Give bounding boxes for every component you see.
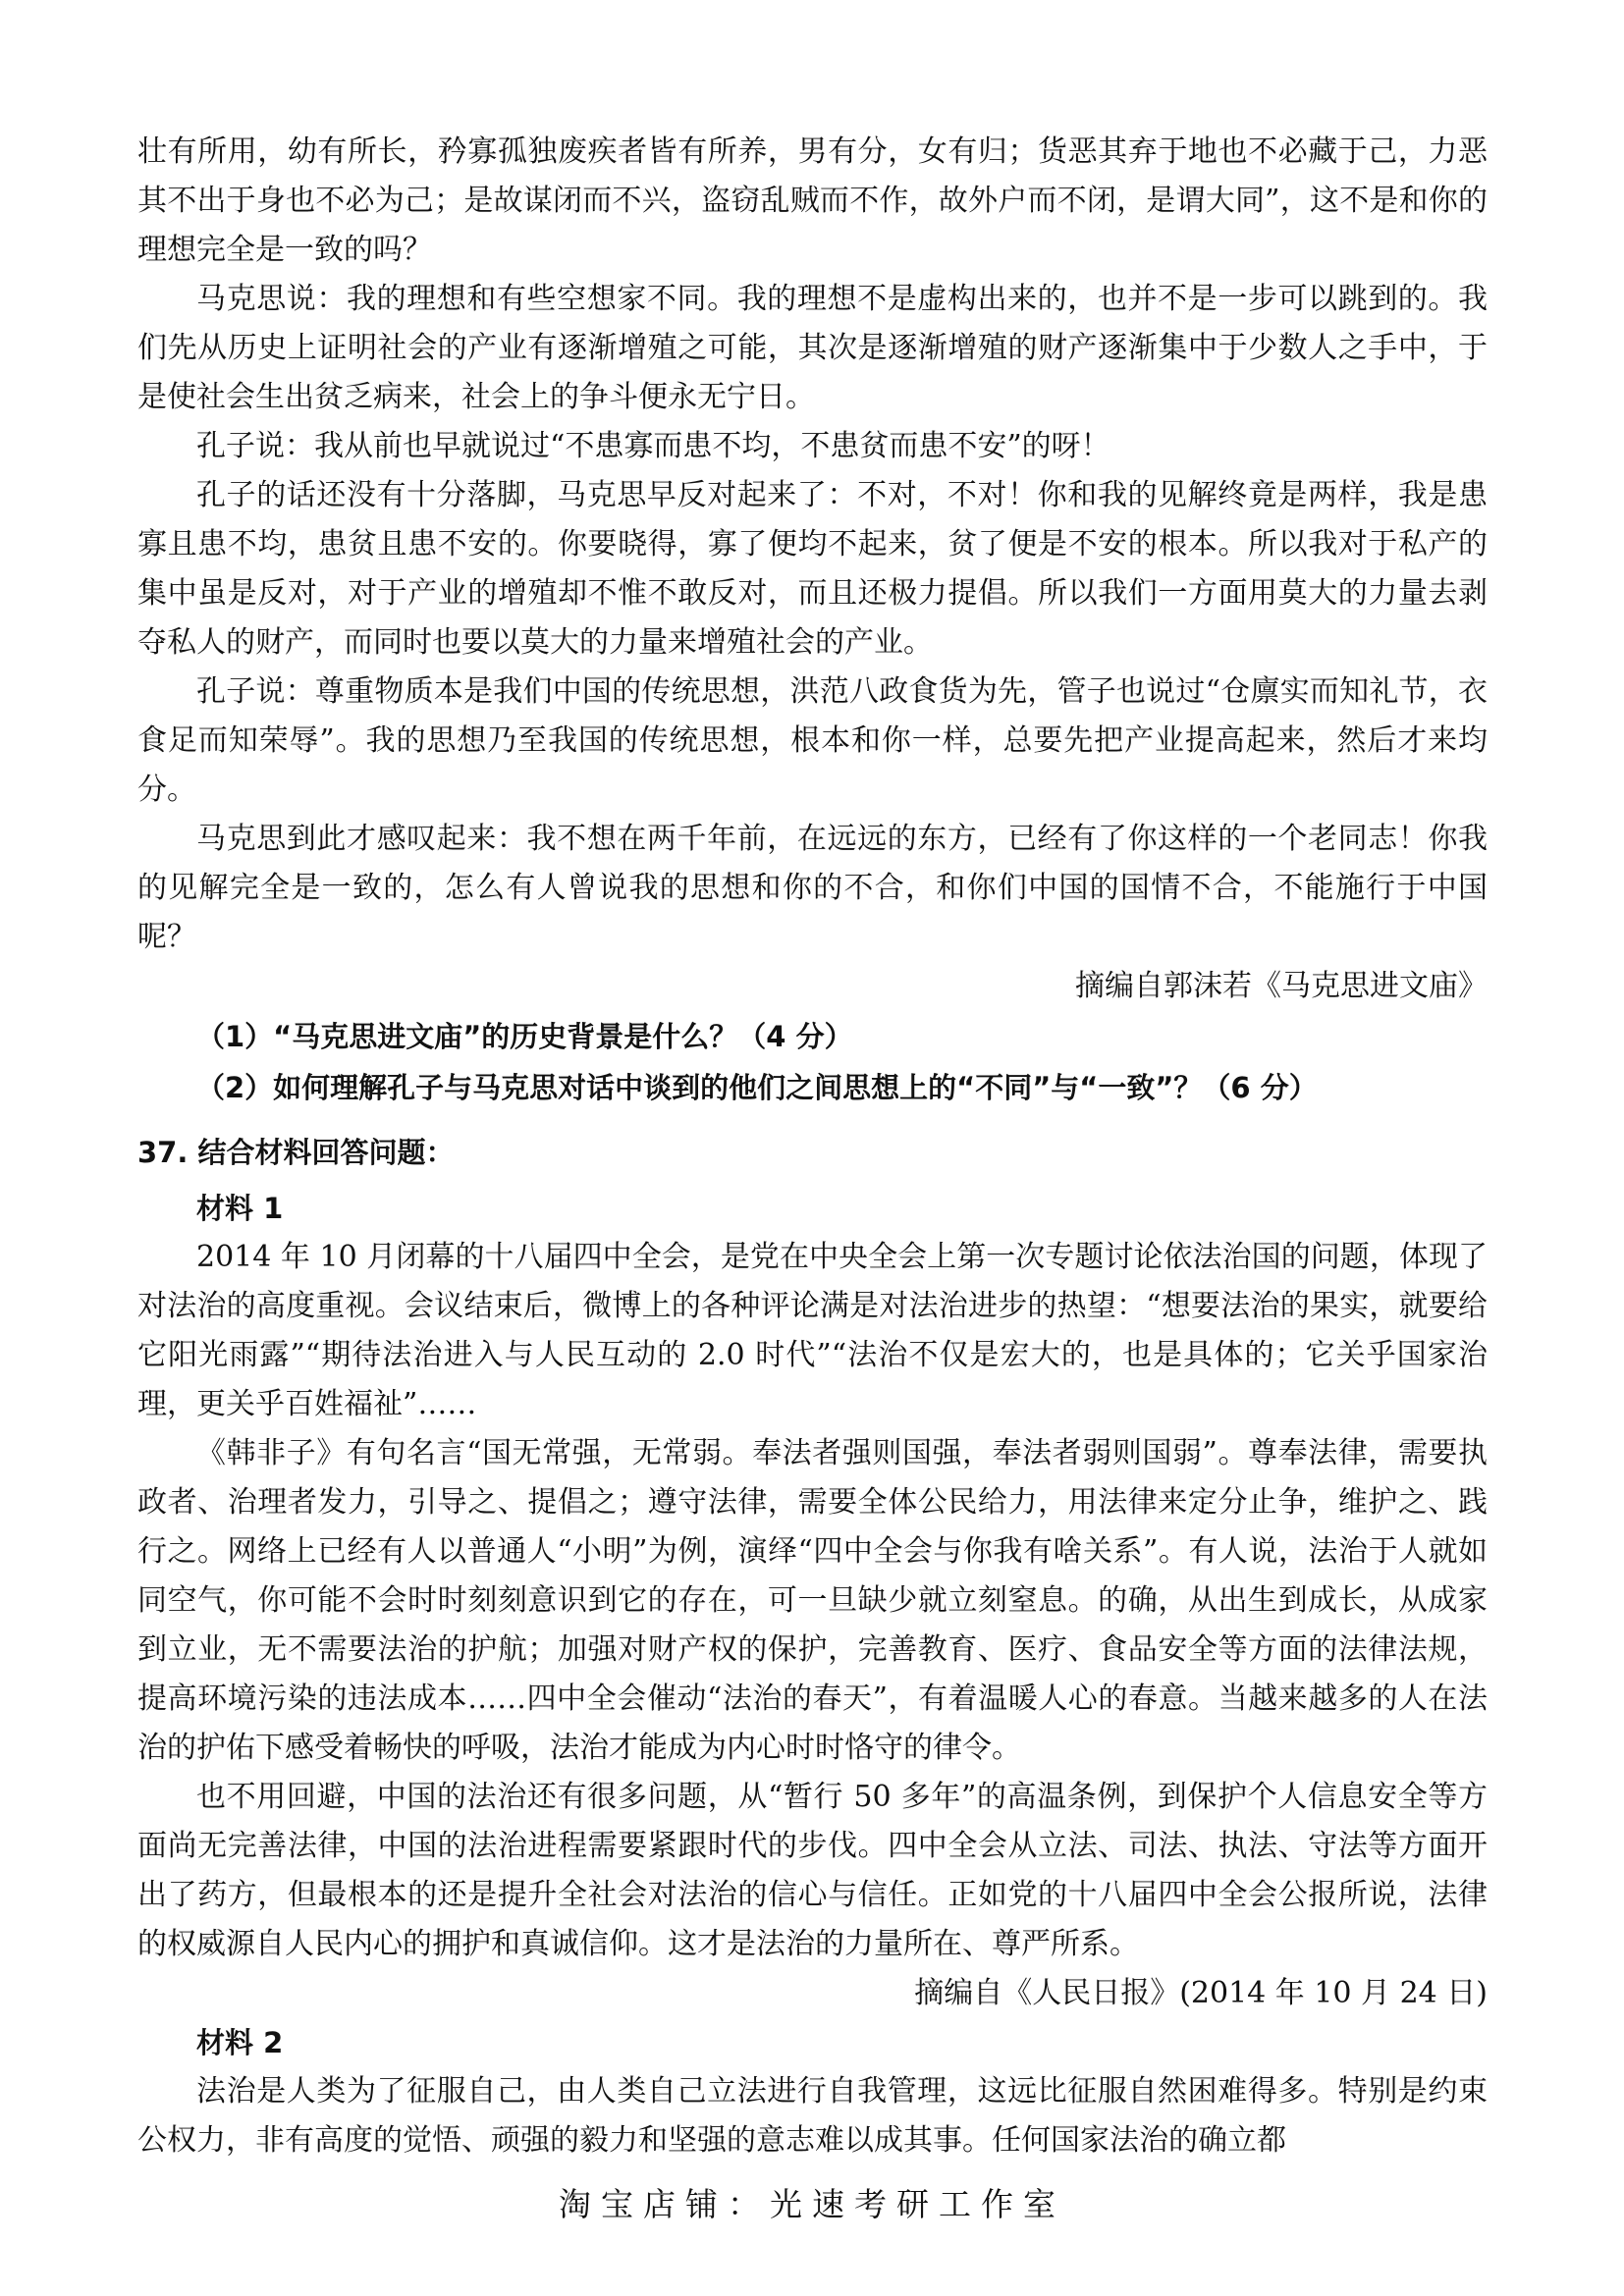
paragraph: 壮有所用，幼有所长，矜寡孤独废疾者皆有所养，男有分，女有归；货恶其弃于地也不必藏于己，力恶其不出于身也不必为己；是故谋闭而不兴，盗窃乱贼而不作，故外户而不闭，是谓大同”，这不是和你的理想完全是一致的吗？ xyxy=(137,134,1488,267)
paragraph: 孔子说：尊重物质本是我们中国的传统思想，洪范八政食货为先，管子也说过“仓廪实而知礼节，衣食足而知荣辱”。我的思想乃至我国的传统思想，根本和你一样，总要先把产业提高起来，然后才来均分。 xyxy=(137,674,1488,807)
paragraph: 孔子的话还没有十分落脚，马克思早反对起来了：不对，不对！你和我的见解终竟是两样，我是患寡且患不均，患贫且患不安的。你要晓得，寡了便均不起来，贫了便是不安的根本。所以我对于私产的集中虽是反对，对于产业的增殖却不惟不敢反对，而且还极力提倡。所以我们一方面用莫大的力量去剥夺私人的财产，而同时也要以莫大的力量来增殖社会的产业。 xyxy=(137,478,1488,660)
footer-watermark-text: 淘宝店铺：光速考研工作室 xyxy=(559,2185,1065,2223)
material-2-label: 材料 2 xyxy=(196,2026,284,2059)
paragraph: 马克思到此才感叹起来：我不想在两千年前，在远远的东方，已经有了你这样的一个老同志！你我的见解完全是一致的，怎么有人曾说我的思想和你的不合，和你们中国的国情不合，不能施行于中国呢？ xyxy=(137,822,1488,954)
paragraph: 《韩非子》有句名言“国无常强，无常弱。奉法者强则国强，奉法者弱则国弱”。尊奉法律，需要执政者、治理者发力，引导之、提倡之；遵守法律，需要全体公民给力，用法律来定分止争，维护之、践行之。网络上已经有人以普通人“小明”为例，演绎“四中全会与你我有啥关系”。有人说，法治于人就如同空气，你可能不会时时刻刻意识到它的存在，可一旦缺少就立刻窒息。的确，从出生到成长，从成家到立业，无不需要法治的护航；加强对财产权的保护，完善教育、医疗、食品安全等方面的法律法规，提高环境污染的违法成本……四中全会催动“法治的春天”，有着温暖人心的春意。当越来越多的人在法治的护佑下感受着畅快的呼吸，法治才能成为内心时时恪守的律令。 xyxy=(137,1436,1488,1765)
source-citation: 摘编自郭沫若《马克思进文庙》 xyxy=(1075,969,1488,1003)
question-1: （1）“马克思进文庙”的历史背景是什么？（4 分） xyxy=(196,1020,853,1053)
paragraph: 法治是人类为了征服自己，由人类自己立法进行自我管理，这远比征服自然困难得多。特别是约束公权力，非有高度的觉悟、顽强的毅力和坚强的意志难以成其事。任何国家法治的确立都 xyxy=(137,2074,1488,2158)
source-citation: 摘编自《人民日报》(2014 年 10 月 24 日) xyxy=(914,1976,1488,2010)
material-1-label: 材料 1 xyxy=(196,1192,284,1225)
paragraph: 也不用回避，中国的法治还有很多问题，从“暂行 50 多年”的高温条例，到保护个人信息安全等方面尚无完善法律，中国的法治进程需要紧跟时代的步伐。四中全会从立法、司法、执法、守法等方面开出了药方，但最根本的还是提升全社会对法治的信心与信任。正如党的十八届四中全会公报所说，法律的权威源自人民内心的拥护和真诚信仰。这才是法治的力量所在、尊严所系。 xyxy=(137,1780,1488,1961)
paragraph: 2014 年 10 月闭幕的十八届四中全会，是党在中央全会上第一次专题讨论依法治国的问题，体现了对法治的高度重视。会议结束后，微博上的各种评论满是对法治进步的热望：“想要法治的果实，就要给它阳光雨露”“期待法治进入与人民互动的 2.0 时代”“法治不仅是宏大的，也是具体的；它关乎国家治理，更关乎百姓福祉”…… xyxy=(137,1240,1488,1421)
paragraph: 孔子说：我从前也早就说过“不患寡而患不均，不患贫而患不安”的呀！ xyxy=(196,429,1110,463)
question-2: （2）如何理解孔子与马克思对话中谈到的他们之间思想上的“不同”与“一致”？（6 分） xyxy=(196,1071,1318,1104)
document-page xyxy=(137,128,1488,2165)
question-37-heading: 37. 结合材料回答问题： xyxy=(137,1136,455,1169)
paragraph: 马克思说：我的理想和有些空想家不同。我的理想不是虚构出来的，也并不是一步可以跳到的。我们先从历史上证明社会的产业有逐渐增殖之可能，其次是逐渐增殖的财产逐渐集中于少数人之手中，于是使社会生出贫乏病来，社会上的争斗便永无宁日。 xyxy=(137,282,1488,414)
